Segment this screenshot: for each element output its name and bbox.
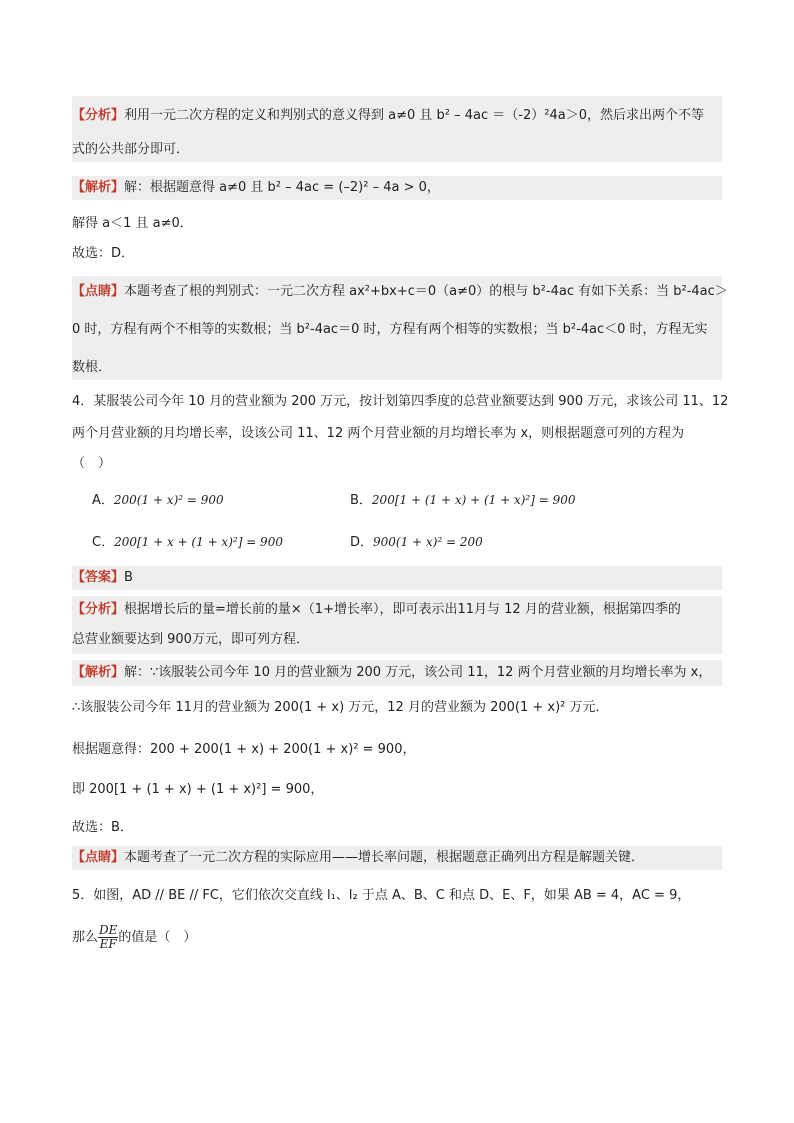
question-5-line1: 5．如图，AD // BE // FC，它们依次交直线 l₁、l₂ 于点 A、B、C 和点 D、E、F，如果 AB = 4，AC = 9，: [72, 888, 691, 903]
analysis-4-line2: 总营业额要达到 900万元，即可列方程．: [72, 632, 309, 647]
comment-label: 【点睛】: [72, 850, 125, 865]
choose-3: 故选：D．: [72, 246, 135, 261]
option-a[interactable]: A．200(1 + x)² = 900: [92, 493, 224, 508]
answer-label: 【答案】: [72, 570, 125, 585]
fraction-de-ef: $\frac{DE}{EF}$: [99, 923, 118, 951]
solution-label: 【解析】: [72, 665, 125, 680]
solution-4-line4: 即 200[1 + (1 + x) + (1 + x)²] = 900，: [72, 782, 324, 797]
question-4-line1: 4．某服装公司今年 10 月的营业额为 200 万元，按计划第四季度的总营业额要达到 900 万元，求该公司 11、12: [72, 394, 729, 409]
analysis-3-line2: 式的公共部分即可．: [72, 142, 190, 157]
answer-shade-4: [72, 566, 722, 590]
solution-4-line2: ∴该服装公司今年 11月的营业额为 200(1 + x) 万元，12 月的营业额为 200(1 + x)² 万元．: [72, 700, 609, 715]
comment-3-line1: 【点睛】本题考查了根的判别式：一元二次方程 ax²+bx+c＝0（a≠0）的根与 b²-4ac 有如下关系：当 b²-4ac＞: [72, 284, 728, 299]
option-d[interactable]: D．900(1 + x)² = 200: [350, 535, 483, 550]
analysis-label: 【分析】: [72, 108, 125, 123]
answer-4: [72, 568, 133, 588]
solution-label: 【解析】: [72, 180, 125, 195]
analysis-label: 【分析】: [72, 602, 125, 617]
comment-label: 【点睛】: [72, 284, 125, 299]
question-4-line2: 两个月营业额的月均增长率，设该公司 11、12 两个月营业额的月均增长率为 x，则根据题意可列的方程为: [72, 426, 685, 441]
analysis-3-line1: 【分析】利用一元二次方程的定义和判别式的意义得到 a≠0 且 b² – 4ac ＝（-2）²4a＞0，然后求出两个不等: [72, 108, 704, 123]
option-c[interactable]: C．200[1 + x + (1 + x)²] = 900: [92, 535, 283, 550]
option-b[interactable]: B．200[1 + (1 + x) + (1 + x)²] = 900: [350, 493, 576, 508]
answer-value: B: [124, 570, 133, 585]
comment-3-line3: 数根．: [72, 360, 112, 375]
choose-4: 故选：B．: [72, 820, 133, 835]
comment-4-line1: 【点睛】本题考查了一元二次方程的实际应用——增长率问题，根据题意正确列出方程是解题关键．: [72, 850, 645, 865]
analysis-4-line1: 【分析】根据增长后的量=增长前的量×（1+增长率），即可表示出11月与 12 月的营业额，根据第四季的: [72, 602, 681, 617]
solution-4-line1: 【解析】解：∵该服装公司今年 10 月的营业额为 200 万元，该公司 11，12 两个月营业额的月均增长率为 x，: [72, 665, 712, 680]
solution-3-line2: 解得 a＜1 且 a≠0．: [72, 216, 193, 231]
question-5-line2: 那么 $\frac{DE}{EF}$ 的值是（ ）: [72, 923, 197, 951]
solution-3-line1: 【解析】解：根据题意得 a≠0 且 b² – 4ac = (–2)² – 4a > 0，: [72, 180, 440, 195]
comment-3-line2: 0 时，方程有两个不相等的实数根；当 b²-4ac＝0 时，方程有两个相等的实数根；当 b²-4ac＜0 时，方程无实: [72, 322, 708, 337]
solution-4-line3: 根据题意得：200 + 200(1 + x) + 200(1 + x)² = 900，: [72, 742, 416, 757]
question-4-line3: （ ）: [72, 456, 112, 471]
